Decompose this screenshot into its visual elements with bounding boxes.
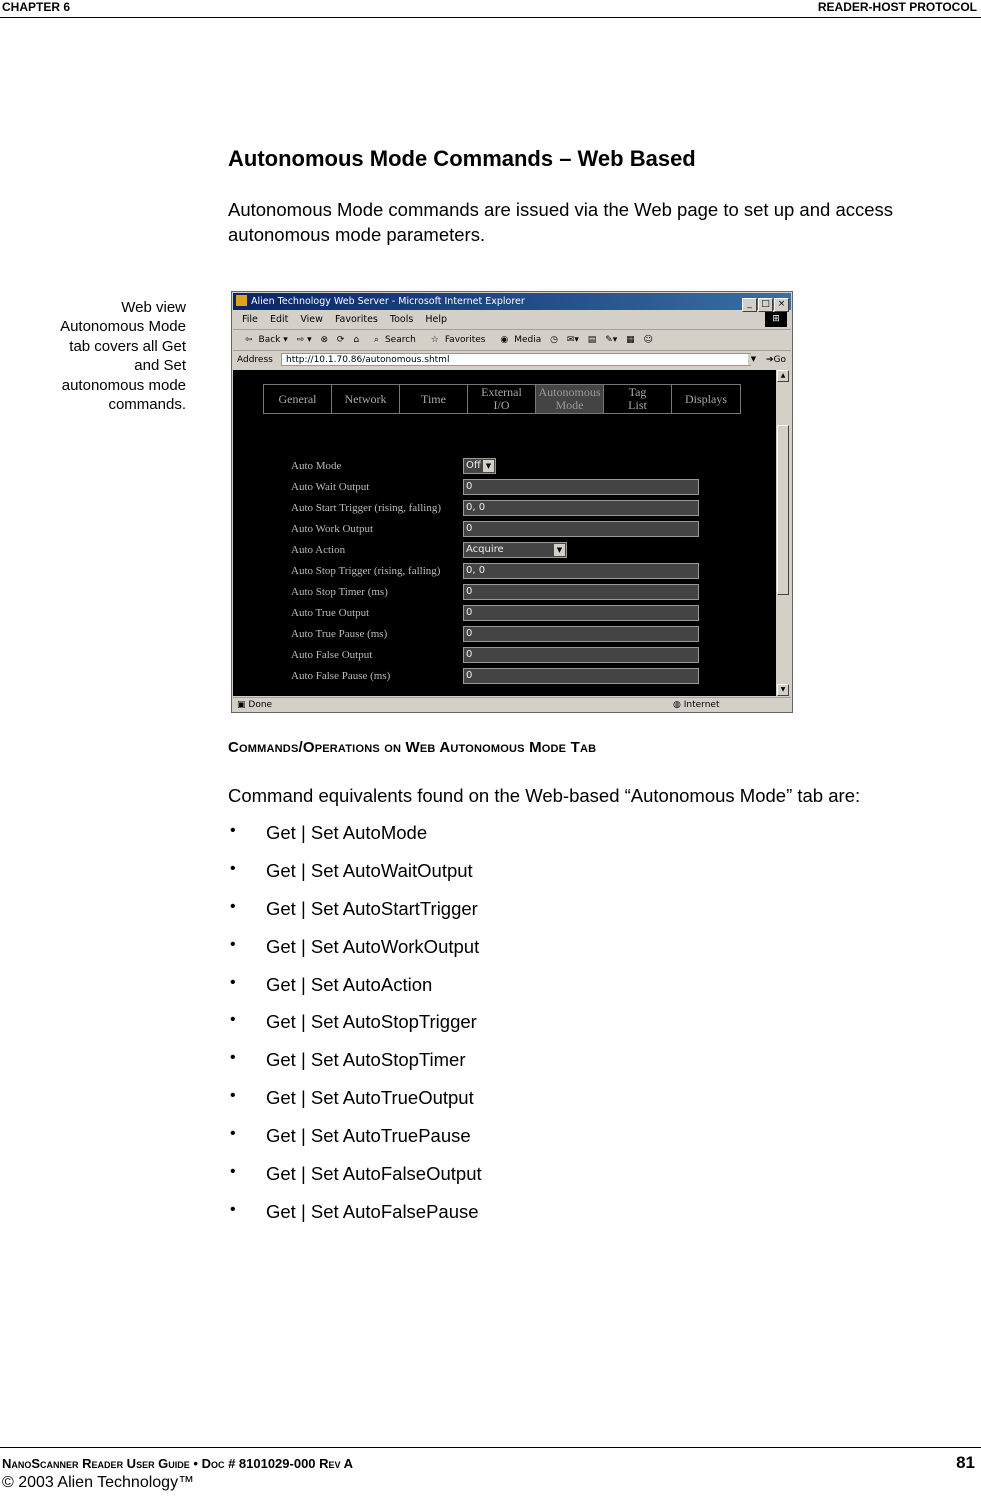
command-text: Get | Set AutoStopTimer [266, 1049, 466, 1071]
command-text: Get | Set AutoAction [266, 973, 433, 995]
stop-icon[interactable]: ⊗ [320, 335, 329, 345]
command-text: Get | Set AutoTrueOutput [266, 1087, 474, 1109]
chevron-down-icon: ▼ [554, 544, 565, 556]
browser-toolbar [233, 330, 791, 351]
tab-label: Tag [628, 385, 647, 399]
field-label: Auto False Output [291, 649, 373, 661]
menu-favorites[interactable]: Favorites [334, 314, 378, 325]
menu-help[interactable]: Help [425, 314, 448, 325]
auto-false-output-input[interactable]: 0 [463, 647, 699, 663]
tab-tag-list[interactable] [604, 385, 672, 413]
status-text: Done [248, 700, 273, 710]
tab-general[interactable] [264, 385, 332, 413]
command-text: Get | Set AutoStopTrigger [266, 1011, 477, 1033]
bullet: • [230, 859, 236, 877]
print-icon[interactable]: ▤ [587, 335, 597, 345]
field-label: Auto Work Output [291, 523, 374, 535]
margin-note-line: commands. [108, 396, 186, 414]
list-item [228, 1011, 482, 1049]
bullet: • [230, 973, 236, 991]
auto-stop-trigger-input[interactable]: 0, 0 [463, 563, 699, 579]
menu-tools[interactable]: Tools [389, 314, 414, 325]
star-icon: ☆ [430, 335, 439, 345]
forward-icon[interactable]: ⇨ ▾ [296, 335, 312, 345]
commands-intro: Command equivalents found on the Web-based “Autonomous Mode” tab are: [228, 785, 861, 806]
list-item [228, 936, 482, 974]
section-heading: Autonomous Mode Commands – Web Based [228, 146, 696, 171]
favorites-label: Favorites [444, 335, 486, 345]
menu-file[interactable]: File [242, 314, 258, 325]
field-label: Auto True Output [291, 607, 370, 619]
window-controls [741, 295, 789, 312]
media-button[interactable] [494, 335, 541, 345]
window-titlebar [233, 293, 791, 310]
tab-autonomous-mode[interactable] [536, 385, 604, 413]
auto-false-pause-input[interactable]: 0 [463, 668, 699, 684]
search-label: Search [384, 335, 416, 345]
field-label: Auto Action [291, 544, 346, 556]
menu-edit[interactable]: Edit [269, 314, 289, 325]
auto-mode-select[interactable] [463, 458, 496, 474]
bullet: • [230, 1163, 236, 1181]
browser-screenshot [231, 291, 793, 713]
list-item [228, 898, 482, 936]
go-label: Go [773, 355, 787, 365]
bullet: • [230, 1125, 236, 1143]
tab-network[interactable] [332, 385, 400, 413]
tab-label: General [278, 391, 317, 406]
select-value: Off [466, 460, 481, 471]
bullet: • [230, 1011, 236, 1029]
back-label: Back [258, 335, 281, 345]
list-item [228, 974, 482, 1012]
bullet: • [230, 897, 236, 915]
maximize-icon[interactable]: □ [758, 298, 773, 312]
intro-paragraph: Autonomous Mode commands are issued via the Web page to set up and access autonomous mode parameters. [228, 199, 894, 245]
tab-label-line2: Mode [555, 398, 584, 412]
windows-logo-icon: ⊞ [765, 312, 787, 327]
chapter-label: CHAPTER 6 [2, 0, 71, 14]
media-label: Media [514, 335, 542, 345]
web-page-content [233, 370, 776, 696]
margin-note-line: and Set [134, 357, 186, 375]
command-text: Get | Set AutoTruePause [266, 1125, 471, 1147]
list-item [228, 1087, 482, 1125]
window-title: Alien Technology Web Server - Microsoft Internet Explorer [251, 296, 525, 307]
media-icon: ◉ [500, 335, 509, 345]
tab-label: Network [344, 391, 387, 406]
scroll-down-icon[interactable]: ▼ [777, 684, 789, 696]
address-label: Address [237, 355, 273, 365]
margin-note-line: autonomous mode [61, 376, 186, 394]
field-label: Auto Wait Output [291, 481, 370, 493]
command-text: Get | Set AutoFalseOutput [266, 1163, 482, 1185]
field-label: Auto Stop Trigger (rising, falling) [291, 565, 441, 577]
tab-label: External [481, 385, 522, 399]
auto-action-select[interactable] [463, 542, 567, 558]
field-label: Auto True Pause (ms) [291, 628, 388, 640]
command-text: Get | Set AutoWorkOutput [266, 935, 480, 957]
auto-wait-output-input[interactable]: 0 [463, 479, 699, 495]
tab-label: Displays [685, 391, 727, 406]
auto-stop-timer-input[interactable]: 0 [463, 584, 699, 600]
tab-external-io[interactable] [468, 385, 536, 413]
mail-icon[interactable]: ✉▾ [566, 335, 579, 345]
tab-label: Time [421, 391, 446, 406]
auto-true-output-input[interactable]: 0 [463, 605, 699, 621]
scroll-up-icon[interactable]: ▲ [777, 370, 789, 382]
discuss-icon[interactable]: ▦ [626, 335, 635, 345]
margin-note-line: Autonomous Mode [60, 318, 186, 336]
footer-rule [0, 1447, 981, 1448]
list-item [228, 860, 482, 898]
list-item [228, 1125, 482, 1163]
auto-work-output-input[interactable]: 0 [463, 521, 699, 537]
web-tabs [263, 384, 741, 414]
menu-view[interactable]: View [300, 314, 323, 325]
go-arrow-icon: ➔ [766, 355, 774, 365]
refresh-icon[interactable]: ⟳ [336, 335, 345, 345]
list-item [228, 1049, 482, 1087]
minimize-icon[interactable]: _ [742, 298, 757, 312]
field-label: Auto Stop Timer (ms) [291, 586, 388, 598]
home-icon[interactable]: ⌂ [353, 335, 360, 345]
zone-label: Internet [683, 700, 720, 710]
close-icon[interactable]: × [774, 298, 789, 312]
edit-icon[interactable]: ✎▾ [605, 335, 618, 345]
chevron-down-icon[interactable]: ▼ [748, 354, 759, 365]
tab-label: Autonomous [538, 385, 601, 399]
section-label: READER-HOST PROTOCOL [817, 0, 977, 14]
command-text: Get | Set AutoStartTrigger [266, 897, 478, 919]
back-button[interactable]: ⇦ Back ▾ [245, 335, 288, 345]
favorites-button[interactable] [425, 335, 486, 345]
field-label: Auto False Pause (ms) [291, 670, 391, 682]
page-header [0, 0, 981, 18]
command-text: Get | Set AutoWaitOutput [266, 859, 473, 881]
zone-indicator [673, 698, 719, 713]
back-arrow-icon: ⇦ [245, 335, 253, 345]
scroll-thumb[interactable] [777, 425, 789, 595]
bullet: • [230, 822, 236, 839]
command-list [228, 822, 482, 1239]
bullet: • [230, 935, 236, 953]
list-item [228, 1163, 482, 1201]
page-number: 81 [956, 1453, 975, 1472]
auto-true-pause-input[interactable]: 0 [463, 626, 699, 642]
footer-copyright: © 2003 Alien Technology™ [2, 1474, 195, 1491]
tab-time[interactable] [400, 385, 468, 413]
command-text: Get | Set AutoMode [266, 822, 428, 843]
search-button[interactable] [368, 335, 416, 345]
auto-start-trigger-input[interactable]: 0, 0 [463, 500, 699, 516]
globe-icon: ◍ [673, 700, 681, 710]
page-icon: ▣ [237, 700, 246, 710]
chevron-down-icon: ▼ [483, 460, 494, 472]
field-label: Auto Mode [291, 460, 342, 472]
footer-guide: NanoScanner Reader User Guide • Doc # 8101029-000 Rev A [2, 1456, 354, 1471]
address-input[interactable]: http://10.1.70.86/autonomous.shtml [281, 353, 751, 366]
messenger-icon[interactable]: ☺ [643, 335, 653, 345]
margin-note-line: Web view [121, 299, 186, 316]
bullet: • [230, 1087, 236, 1105]
status-bar [233, 697, 791, 713]
menu-bar [233, 311, 791, 330]
bullet: • [230, 1049, 236, 1067]
vertical-scrollbar[interactable] [776, 370, 790, 696]
history-icon[interactable]: ◷ [550, 335, 558, 345]
field-label: Auto Start Trigger (rising, falling) [291, 502, 442, 514]
margin-note-line: tab covers all Get [69, 337, 186, 355]
tab-displays[interactable] [672, 385, 740, 413]
ie-icon [236, 295, 247, 306]
subsection-heading: Commands/Operations on Web Autonomous Mode Tab [228, 739, 597, 756]
tab-label-line2: I/O [493, 398, 510, 412]
bullet: • [230, 1200, 236, 1218]
tab-label-line2: List [628, 398, 647, 412]
list-item [228, 1201, 482, 1239]
command-text: Get | Set AutoFalsePause [266, 1200, 479, 1222]
search-icon: ⌕ [373, 335, 379, 345]
list-item [228, 822, 482, 860]
address-bar [233, 351, 791, 369]
go-button[interactable] [766, 351, 786, 369]
select-value: Acquire [466, 544, 504, 555]
margin-note [30, 298, 186, 414]
